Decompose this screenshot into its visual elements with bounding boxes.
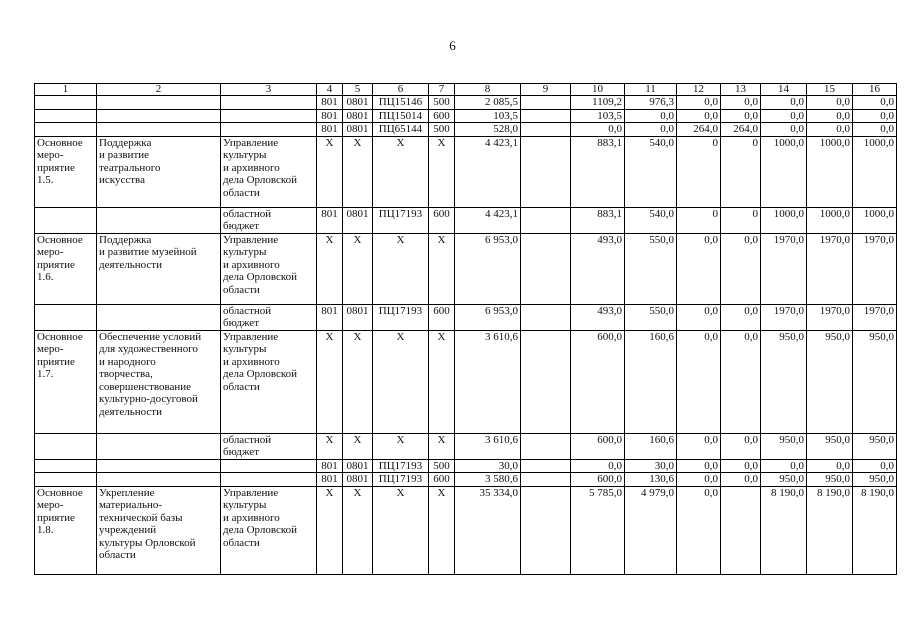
table-cell xyxy=(97,207,221,233)
table-cell: 0,0 xyxy=(677,330,721,433)
table-cell: 0,0 xyxy=(625,109,677,123)
table-cell: Х xyxy=(317,233,343,304)
table-cell: 0,0 xyxy=(807,109,853,123)
table-cell: 4 423,1 xyxy=(455,136,521,207)
table-cell: 0801 xyxy=(343,459,373,473)
table-cell xyxy=(521,433,571,459)
table-cell: 950,0 xyxy=(807,433,853,459)
table-cell: 0,0 xyxy=(761,96,807,110)
column-header: 6 xyxy=(373,84,429,96)
column-header: 14 xyxy=(761,84,807,96)
table-cell: ПЦ17193 xyxy=(373,207,429,233)
table-row xyxy=(35,123,897,137)
table-cell: 0 xyxy=(677,136,721,207)
table-cell: 600 xyxy=(429,207,455,233)
table-cell xyxy=(521,136,571,207)
table-cell xyxy=(521,233,571,304)
table-cell: Обеспечение условий для художественного и народного творчества, совершенствование культурно-досуговой деятельности xyxy=(97,330,221,433)
budget-table xyxy=(34,83,897,575)
table-cell: 0 xyxy=(677,207,721,233)
table-cell xyxy=(221,123,317,137)
table-cell: ПЦ17193 xyxy=(373,473,429,487)
table-cell: 35 334,0 xyxy=(455,486,521,574)
table-cell xyxy=(35,433,97,459)
table-cell: 950,0 xyxy=(761,433,807,459)
table-cell: Х xyxy=(317,433,343,459)
table-cell: Х xyxy=(317,136,343,207)
table-cell: Основное меро- приятие 1.5. xyxy=(35,136,97,207)
table-cell: 160,6 xyxy=(625,330,677,433)
table-cell: 30,0 xyxy=(625,459,677,473)
table-cell xyxy=(521,486,571,574)
table-cell: 0,0 xyxy=(721,473,761,487)
table-cell: 0,0 xyxy=(571,123,625,137)
table-cell: 3 610,6 xyxy=(455,433,521,459)
table-cell: 3 580,6 xyxy=(455,473,521,487)
table-cell: Х xyxy=(373,486,429,574)
table-cell: 0,0 xyxy=(807,459,853,473)
table-cell xyxy=(221,473,317,487)
table-cell: 1000,0 xyxy=(807,136,853,207)
table-cell: 0,0 xyxy=(761,123,807,137)
table-cell: 1000,0 xyxy=(853,207,897,233)
table-cell: Х xyxy=(343,330,373,433)
table-cell: 801 xyxy=(317,109,343,123)
table-cell: 950,0 xyxy=(853,433,897,459)
table-row xyxy=(35,486,897,574)
table-cell: 883,1 xyxy=(571,136,625,207)
table-cell: 8 190,0 xyxy=(761,486,807,574)
table-cell: 540,0 xyxy=(625,136,677,207)
table-cell: 528,0 xyxy=(455,123,521,137)
table-cell: 0,0 xyxy=(625,123,677,137)
table-row xyxy=(35,459,897,473)
table-cell: 0,0 xyxy=(677,109,721,123)
table-cell: 0,0 xyxy=(677,473,721,487)
table-cell: 0,0 xyxy=(721,109,761,123)
table-cell: 600,0 xyxy=(571,433,625,459)
table-cell: Х xyxy=(317,330,343,433)
table-cell: Х xyxy=(373,433,429,459)
table-cell: 493,0 xyxy=(571,304,625,330)
table-cell xyxy=(521,96,571,110)
table-row xyxy=(35,304,897,330)
table-cell: Х xyxy=(429,233,455,304)
table-cell xyxy=(35,109,97,123)
table-cell: Управление культуры и архивного дела Орловской области xyxy=(221,330,317,433)
table-cell: 550,0 xyxy=(625,233,677,304)
table-cell xyxy=(521,473,571,487)
table-cell: 801 xyxy=(317,123,343,137)
table-row xyxy=(35,433,897,459)
table-cell xyxy=(521,304,571,330)
table-row xyxy=(35,207,897,233)
table-cell: 0,0 xyxy=(677,304,721,330)
table-cell xyxy=(521,330,571,433)
column-header: 12 xyxy=(677,84,721,96)
table-cell: 1000,0 xyxy=(853,136,897,207)
column-header: 3 xyxy=(221,84,317,96)
table-cell: 950,0 xyxy=(761,330,807,433)
table-cell: 950,0 xyxy=(761,473,807,487)
table-cell: Х xyxy=(343,233,373,304)
table-cell: 500 xyxy=(429,123,455,137)
table-cell: 0,0 xyxy=(571,459,625,473)
table-row xyxy=(35,96,897,110)
table-cell: 30,0 xyxy=(455,459,521,473)
table-cell: 1000,0 xyxy=(807,207,853,233)
table-cell: 0,0 xyxy=(761,109,807,123)
table-cell: 976,3 xyxy=(625,96,677,110)
table-cell: 6 953,0 xyxy=(455,233,521,304)
table-cell: Х xyxy=(343,486,373,574)
table-cell: Х xyxy=(373,233,429,304)
table-cell: 264,0 xyxy=(721,123,761,137)
column-header: 8 xyxy=(455,84,521,96)
table-cell: 1970,0 xyxy=(807,233,853,304)
table-cell: 0,0 xyxy=(677,459,721,473)
table-cell: Основное меро- приятие 1.7. xyxy=(35,330,97,433)
table-cell: 1970,0 xyxy=(853,233,897,304)
table-row xyxy=(35,136,897,207)
table-cell: 950,0 xyxy=(853,473,897,487)
table-cell: 0,0 xyxy=(677,233,721,304)
table-cell: 0,0 xyxy=(807,123,853,137)
table-cell: Х xyxy=(373,330,429,433)
table-cell: Х xyxy=(429,136,455,207)
table-cell: 0801 xyxy=(343,96,373,110)
table-cell xyxy=(35,207,97,233)
table-cell: 600 xyxy=(429,473,455,487)
table-cell xyxy=(97,473,221,487)
table-cell: 550,0 xyxy=(625,304,677,330)
table-cell xyxy=(521,207,571,233)
table-cell: 0,0 xyxy=(677,433,721,459)
table-cell: 103,5 xyxy=(455,109,521,123)
table-cell xyxy=(97,96,221,110)
table-cell: 8 190,0 xyxy=(853,486,897,574)
table-cell: 2 085,5 xyxy=(455,96,521,110)
table-row xyxy=(35,473,897,487)
table-cell: 1970,0 xyxy=(853,304,897,330)
table-cell: 0,0 xyxy=(721,233,761,304)
table-cell: Х xyxy=(343,433,373,459)
table-cell: 0,0 xyxy=(807,96,853,110)
table-cell xyxy=(221,459,317,473)
table-cell: 0,0 xyxy=(853,96,897,110)
table-cell: 0801 xyxy=(343,109,373,123)
table-cell: Х xyxy=(429,486,455,574)
table-cell: 1970,0 xyxy=(761,233,807,304)
table-cell: 264,0 xyxy=(677,123,721,137)
table-cell: Х xyxy=(317,486,343,574)
column-header: 2 xyxy=(97,84,221,96)
table-cell: Основное меро- приятие 1.8. xyxy=(35,486,97,574)
column-header: 1 xyxy=(35,84,97,96)
table-cell: Укрепление материально- технической базы учреждений культуры Орловской области xyxy=(97,486,221,574)
table-cell: 950,0 xyxy=(853,330,897,433)
table-cell: 500 xyxy=(429,96,455,110)
table-cell: 801 xyxy=(317,96,343,110)
table-cell: 0,0 xyxy=(721,330,761,433)
table-row xyxy=(35,109,897,123)
table-cell: 600,0 xyxy=(571,473,625,487)
table-cell: 0801 xyxy=(343,207,373,233)
table-cell: 4 423,1 xyxy=(455,207,521,233)
column-header: 10 xyxy=(571,84,625,96)
table-cell: Управление культуры и архивного дела Орловской области xyxy=(221,233,317,304)
table-cell xyxy=(97,109,221,123)
table-cell: 160,6 xyxy=(625,433,677,459)
header-row xyxy=(35,84,897,96)
table-cell xyxy=(521,459,571,473)
table-cell: 0 xyxy=(721,136,761,207)
column-header: 5 xyxy=(343,84,373,96)
table-cell: 3 610,6 xyxy=(455,330,521,433)
table-cell xyxy=(97,433,221,459)
table-cell: 883,1 xyxy=(571,207,625,233)
table-cell: 0,0 xyxy=(721,433,761,459)
table-cell: 0,0 xyxy=(853,109,897,123)
table-cell xyxy=(35,473,97,487)
table-cell: 500 xyxy=(429,459,455,473)
table-cell: 103,5 xyxy=(571,109,625,123)
table-cell: 801 xyxy=(317,473,343,487)
table-cell: 801 xyxy=(317,459,343,473)
table-cell xyxy=(35,96,97,110)
column-header: 13 xyxy=(721,84,761,96)
table-cell: 540,0 xyxy=(625,207,677,233)
table-cell: 950,0 xyxy=(807,473,853,487)
table-row xyxy=(35,233,897,304)
table-cell: 4 979,0 xyxy=(625,486,677,574)
column-header: 9 xyxy=(521,84,571,96)
table-cell: Х xyxy=(429,433,455,459)
table-cell: 0,0 xyxy=(721,304,761,330)
table-cell: Управление культуры и архивного дела Орловской области xyxy=(221,486,317,574)
column-header: 4 xyxy=(317,84,343,96)
table-cell: Поддержка и развитие музейной деятельности xyxy=(97,233,221,304)
table-cell: ПЦ17193 xyxy=(373,459,429,473)
table-cell: 130,6 xyxy=(625,473,677,487)
column-header: 11 xyxy=(625,84,677,96)
table-cell xyxy=(521,123,571,137)
table-cell: ПЦ17193 xyxy=(373,304,429,330)
table-cell xyxy=(35,459,97,473)
column-header: 7 xyxy=(429,84,455,96)
table-cell: 0 xyxy=(721,207,761,233)
table-cell xyxy=(221,109,317,123)
table-cell: 1970,0 xyxy=(807,304,853,330)
table-cell: ПЦ15146 xyxy=(373,96,429,110)
table-cell: Поддержка и развитие театрального искусства xyxy=(97,136,221,207)
table-cell: 0,0 xyxy=(677,486,721,574)
table-cell: 8 190,0 xyxy=(807,486,853,574)
table-cell: Управление культуры и архивного дела Орловской области xyxy=(221,136,317,207)
table-cell: 493,0 xyxy=(571,233,625,304)
table-cell: 1000,0 xyxy=(761,136,807,207)
table-cell xyxy=(97,459,221,473)
table-cell: 801 xyxy=(317,304,343,330)
table-cell: Основное меро- приятие 1.6. xyxy=(35,233,97,304)
table-cell: 600,0 xyxy=(571,330,625,433)
table-cell: 600 xyxy=(429,109,455,123)
table-cell xyxy=(35,304,97,330)
table-cell: 1000,0 xyxy=(761,207,807,233)
table-cell: областной бюджет xyxy=(221,433,317,459)
table-cell: 600 xyxy=(429,304,455,330)
table-cell: 1109,2 xyxy=(571,96,625,110)
table-cell xyxy=(721,486,761,574)
table-cell: 0801 xyxy=(343,473,373,487)
table-cell xyxy=(97,304,221,330)
table-cell xyxy=(521,109,571,123)
table-cell: 0,0 xyxy=(677,96,721,110)
table-cell: 0,0 xyxy=(853,123,897,137)
table-cell xyxy=(35,123,97,137)
table-cell: 0,0 xyxy=(761,459,807,473)
table-cell: 0,0 xyxy=(721,459,761,473)
table-cell: 801 xyxy=(317,207,343,233)
table-cell: ПЦ65144 xyxy=(373,123,429,137)
table-row xyxy=(35,330,897,433)
table-cell: 0,0 xyxy=(853,459,897,473)
table-cell: Х xyxy=(373,136,429,207)
column-header: 16 xyxy=(853,84,897,96)
page-number: 6 xyxy=(449,38,456,53)
table-cell: ПЦ15014 xyxy=(373,109,429,123)
table-cell: 0801 xyxy=(343,304,373,330)
table-cell: 5 785,0 xyxy=(571,486,625,574)
column-header: 15 xyxy=(807,84,853,96)
table-cell: 0801 xyxy=(343,123,373,137)
table-cell xyxy=(97,123,221,137)
table-cell: 950,0 xyxy=(807,330,853,433)
table-cell: Х xyxy=(429,330,455,433)
table-cell: 1970,0 xyxy=(761,304,807,330)
table-cell: областной бюджет xyxy=(221,207,317,233)
table-cell xyxy=(221,96,317,110)
table-cell: областной бюджет xyxy=(221,304,317,330)
table-cell: 6 953,0 xyxy=(455,304,521,330)
table-cell: Х xyxy=(343,136,373,207)
table-cell: 0,0 xyxy=(721,96,761,110)
